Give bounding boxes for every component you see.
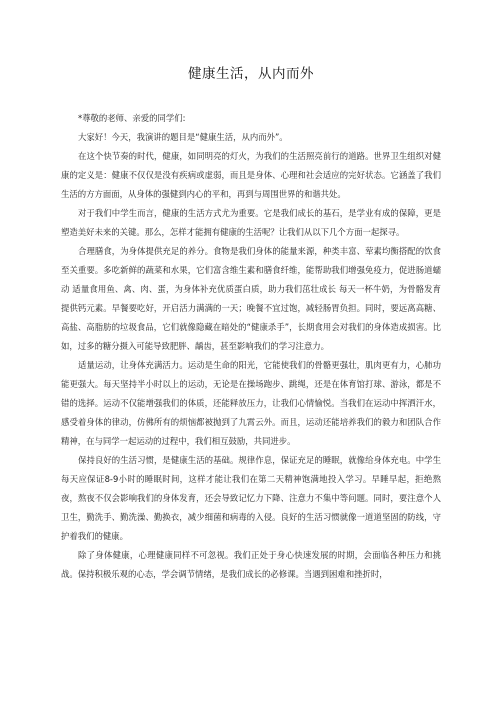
document-title: 健康生活，从内而外: [188, 66, 314, 82]
paragraph-exercise: 适量运动，让身体充满活力。运动是生命的阳光，它能使我们的骨骼更强壮，肌肉更有力，心肺功能更强大。每天坚持半小时以上的运动，无论是在操场跑步、跳绳，还是在体育馆打球、游泳，都是不错的选择。运动不仅能增强我们的体质，还能释放压力，让我们心情愉悦。当我们在运动中挥洒汗水，感受着身体的律动，仿佛所有的烦恼都被抛到了九霄云外。而且，运动还能培养我们的毅力和团队合作精神，在与同学一起运动的过程中，我们相互鼓励，共同进步。: [61, 360, 441, 446]
salutation: *尊敬的老师、亲爱的同学们:: [78, 113, 186, 123]
paragraph-health-definition: 在这个快节奏的时代，健康，如同明亮的灯火，为我们的生活照亮前行的道路。世界卫生组织对健康的定义是：健康不仅仅是没有疾病或虚弱，而且是身体、心理和社会适应的完好状态。它涵盖了我们生活的方方面面，从身体的强健到内心的平和，再到与周围世界的和谐共处。: [61, 151, 441, 199]
paragraph-students-health: 对于我们中学生而言，健康的生活方式尤为重要。它是我们成长的基石，是学业有成的保障，更是塑造美好未来的关键。那么，怎样才能拥有健康的生活呢？让我们从以下几个方面一起探寻。: [61, 208, 441, 237]
paragraph-habits: 保持良好的生活习惯，是健康生活的基础。规律作息，保证充足的睡眠，就像给身体充电。中学生每天应保证8-9小时的睡眠时间，这样才能让我们在第二天精神饱满地投入学习。早睡早起，拒绝熬夜，熬夜不仅会影响我们的身体发育，还会导致记忆力下降、注意力不集中等问题。同时，要注意个人卫生，勤洗手、勤洗澡、勤换衣，减少细菌和病毒的入侵。良好的生活习惯就像一道道坚固的防线，守护着我们的健康。: [61, 455, 441, 541]
paragraph-mental-health: 除了身体健康，心理健康同样不可忽视。我们正处于身心快速发展的时期，会面临各种压力和挑战。保持积极乐观的心态，学会调节情绪，是我们成长的必修课。当遇到困难和挫折时，: [61, 550, 441, 579]
document-page: [61, 0, 441, 707]
paragraph-greeting: 大家好！今天，我演讲的题目是“健康生活，从内而外”。: [78, 132, 288, 142]
paragraph-diet: 合理膳食，为身体提供充足的养分。食物是我们身体的能量来源，种类丰富、荤素均衡搭配的饮食至关重要。多吃新鲜的蔬菜和水果，它们富含维生素和膳食纤维，能帮助我们增强免疫力，促进肠道蠕动 适量食用鱼、禽、肉、蛋，为身体补充优质蛋白质，助力我们茁壮成长 每天一杯牛奶，为骨骼发育提供钙元素。早餐要吃好，开启活力满满的一天；晚餐不宜过饱，减轻肠胃负担。同时，要远离高糖、高盐、高脂肪的垃圾食品，它们就像隐藏在暗处的“健康杀手”，长期食用会对我们的身体造成损害。比如，过多的糖分摄入可能导致肥胖、龋齿，甚至影响我们的学习注意力。: [61, 246, 441, 351]
